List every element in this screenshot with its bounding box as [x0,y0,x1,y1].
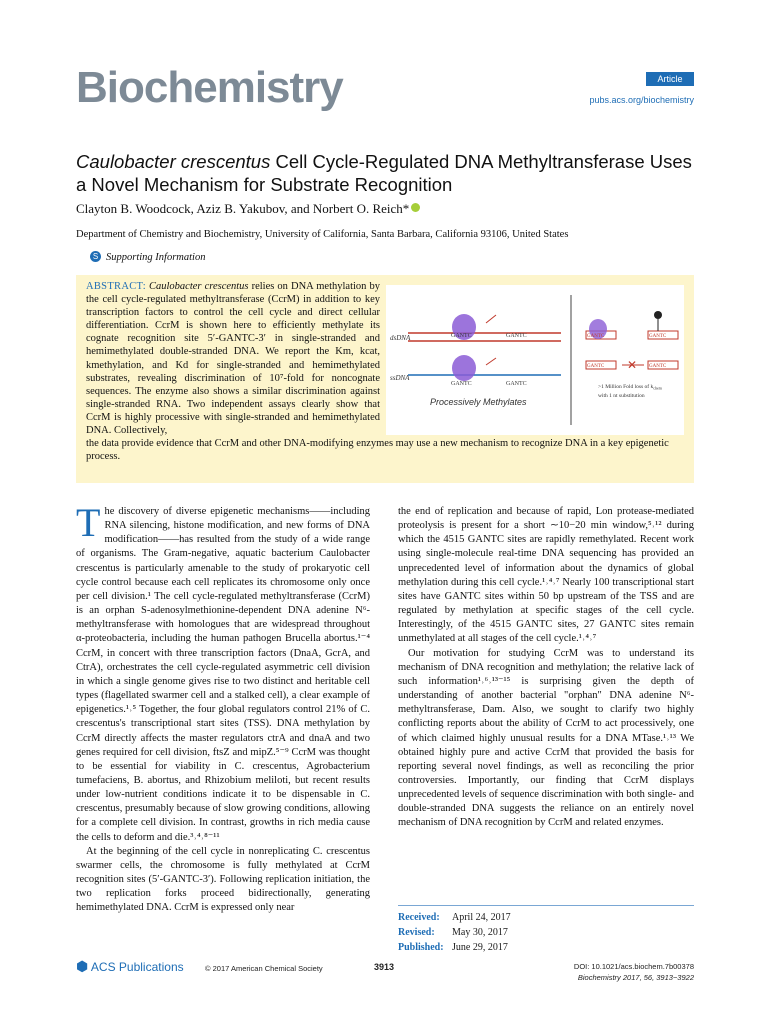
abstract-species: Caulobacter crescentus [149,281,249,292]
revised-date: May 30, 2017 [452,927,508,938]
toc-figure [386,285,684,435]
toc-enzyme-ssdna [452,355,476,381]
abstract-text [86,280,380,437]
toc-caption: Processively Methylates [430,397,527,407]
intro-paragraph-1: he discovery of diverse epigenetic mechanisms——including RNA silencing, histone modification, and new forms of DNA modification——has resulted from the study of a wide range of organisms. The Gram-negative, aquatic bacterium Caulobacter crescentus is particularly amenable to the study of prokaryotic cell cycle control because each cell replicates its chromosome only once per cell division.¹ The cell cycle-regulated methyltransferase (CcrM) is an orphan S-adenosylmethionine-dependent DNA adenine N⁶-methyltransferase with homologues that are widespread throughout α-proteobacteria, including the human pathogen Brucella abortus.¹⁻⁴ CcrM, in concert with three transcription factors (DnaA, GcrA, and CtrA), orchestrates the cell cycle-regulated asymmetric cell division in which a single genome gives rise to two distinct and heritable cell types (flagellated swarmer cell and a stalked cell), a clear example of epigenetics.¹˒⁵ Together, the four global regulators control 21% of C. crescentus's transcriptional start sites (TSS). DNA methylation by CcrM directly affects the master regulators ctrA and dnaA and two genes required for cell division, ftsZ and mipZ.⁵⁻⁹ CcrM was thought to be essential for viability in C. crescentus, Agrobacterium tumefaciens, B. abortus, and Rhizobium meliloti, but recent results under low-nutrient conditions indicate it to be dispensable in C. crescentus, presumably because of slow growing conditions, allowing for a complete cell division. In contrast, growths in rich media cause the cells to deform and die.³˒⁴˒⁸⁻¹¹ [76,506,370,843]
affiliation: Department of Chemistry and Biochemistry, University of California, Santa Barbara, California 93106, United States [76,229,569,240]
body-column-right [398,505,694,831]
publisher-name: ACS Publications [90,960,184,974]
toc-graphic [386,285,684,435]
published-row [398,940,694,955]
article-type-badge: Article [646,72,694,86]
abstract-body: relies on DNA methylation by the cell cycle-regulated methyltransferase (CcrM) in addition to key transcription factors to control the cell cycle and direct cellular differentiation. CcrM is shown here to efficiently methylate its cognate recognition site 5′-GANTC-3′ in single-stranded and hemimethylated double-stranded DNA. We report the Km, kcat, kmethylation, and Kd for single-stranded and hemimethylated substrates, revealing discrimination of 10⁷-fold for noncognate sequences. The enzyme also shows a similar discrimination against single-stranded RNA. Two independent assays clearly show that CcrM is highly processive with single-stranded and hemimethylated DNA. Collectively, [86,281,380,437]
toc-note-1 [598,383,663,391]
title-rest: Cell Cycle-Regulated DNA Methyltransferase Uses a Novel Mechanism for Substrate Recognition [76,151,692,195]
acs-hexagon-icon: ⬢ [76,958,89,974]
paper-title [76,150,696,196]
toc-cross-icon: ✕ [627,358,638,372]
toc-gantc-3: GANTC [451,381,472,387]
authors-text: Clayton B. Woodcock, Aziz B. Yakubov, and Norbert O. Reich* [76,201,410,216]
toc-gantc-1: GANTC [451,333,472,339]
publisher-logo[interactable] [76,958,184,975]
intro-paragraph-2: At the beginning of the cell cycle in nonreplicating C. crescentus swarmer cells, the chromosome is fully methylated at CcrM recognition sites (5′-GANTC-3′). Following replication initiation, the two replication forks proceed bidirectionally, generating hemimethylated DNA. CcrM is expressed only near [76,845,370,914]
published-label: Published: [398,942,444,953]
publication-dates [398,905,694,955]
abstract-continuation: the data provide evidence that CcrM and other DNA-modifying enzymes may use a new mechanism to recognize DNA in a key epigenetic process. [86,438,669,463]
toc-note-1-sub: chem [653,385,662,391]
toc-methyl-mark [654,311,662,319]
supporting-info-label: Supporting Information [106,252,206,263]
received-label: Received: [398,912,440,923]
toc-note-1-text: >1 Million Fold loss of k [598,384,654,390]
toc-ssdna-label: ssDNA [390,374,410,382]
right-paragraph-1: the end of replication and because of rapid, Lon protease-mediated proteolysis is present for a short ∼10−20 min window,⁵˒¹² during which the 4515 GANTC sites are rapidly remethylated. Recent work using single-molecule real-time DNA sequencing has provided an unprecedented level of information about the dynamics of global methylation during this cell cycle.¹˒⁴˒⁷ Nearly 100 transcriptional start sites have GANTC sites within 50 bp upstream of the TSS and are regulated by methylation at specific stages of the cell cycle. Interestingly, of the 4515 GANTC sites, 27 GANTC sites remain unmethylated at all stages of the cell cycle.¹˒⁴˒⁷ [398,506,694,645]
right-paragraph-2: Our motivation for studying CcrM was to understand its mechanism of DNA recognition and methylation; the relative lack of such information¹˒⁶˒¹³⁻¹⁵ is surprising given the depth of understanding of another bacterial "orphan" DNA adenine N⁶-methyltransferase, Dam. Also, we sought to clarify two highly conflicting reports about the ability of CcrM to act processively, one of which claimed highly unusual results for a DNA MTase.¹˒¹³ We obtained highly pure and active CcrM that provided the basis for reporting several novel findings, as well as reconciling the prior controversies. Importantly, our finding that CcrM displays unprecedented levels of sequence discrimination with both single- and double-stranded DNA suggests the reliance on an entirely novel mechanism of DNA recognition by CcrM and related enzymes. [398,647,694,829]
page-number: 3913 [374,962,395,972]
doi[interactable]: DOI: 10.1021/acs.biochem.7b00378 [573,962,694,971]
toc-gantc-7: GANTC [587,364,605,369]
revised-row [398,925,694,940]
copyright: © 2017 American Chemical Society [205,964,323,973]
toc-gantc-4: GANTC [506,381,527,387]
toc-gantc-8: GANTC [649,364,667,369]
body-column-left [76,500,370,916]
toc-gantc-6: GANTC [649,334,667,339]
journal-url[interactable]: pubs.acs.org/biochemistry [589,95,694,105]
citation: Biochemistry 2017, 56, 3913−3922 [577,973,694,982]
revised-label: Revised: [398,927,435,938]
abstract-label: ABSTRACT: [86,281,146,292]
toc-gantc-5: GANTC [587,334,605,339]
toc-dsdna-label: dsDNA [390,334,411,342]
author-list [76,201,420,217]
orcid-icon[interactable] [411,203,420,212]
toc-gantc-2: GANTC [506,333,527,339]
drop-cap: T [76,500,101,545]
supporting-info-icon: S [90,251,101,262]
published-date: June 29, 2017 [452,942,508,953]
supporting-info-link[interactable] [90,251,205,263]
received-row [398,910,694,925]
title-species: Caulobacter crescentus [76,151,271,172]
received-date: April 24, 2017 [452,912,511,923]
journal-logo: Biochemistry [76,63,343,112]
toc-note-2: with 1 nt substitution [598,393,645,399]
